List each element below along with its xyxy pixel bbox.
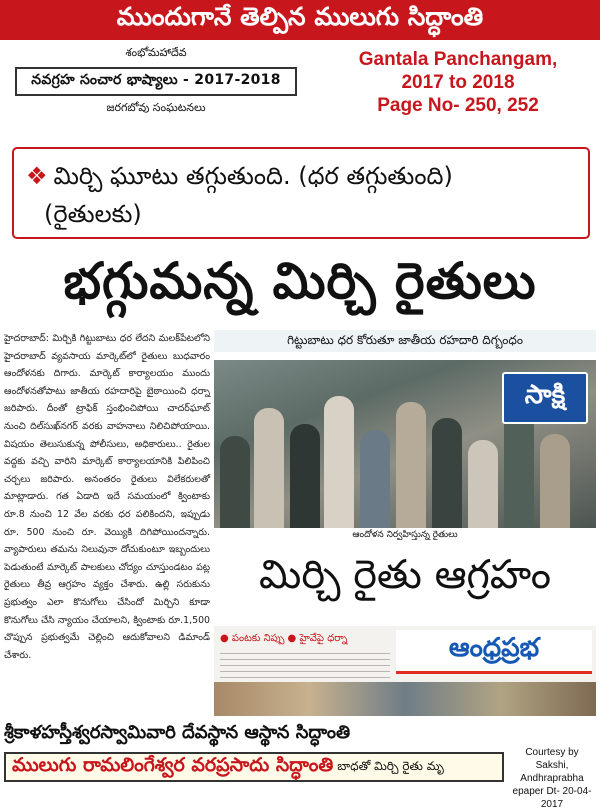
courtesy-note: [506, 746, 598, 811]
banner-title: ముందుగానే తెల్పిన ములుగు సిద్ధాంతి: [116, 2, 484, 31]
photo-caption-top: [214, 330, 596, 352]
sakshi-logo: [502, 372, 588, 424]
header-left-top-line: శంభోమహాదేవ: [125, 46, 187, 59]
crowd-figure: [360, 430, 390, 528]
diamond-bullet-icon: ❖: [26, 162, 48, 190]
top-banner: [0, 0, 600, 40]
quote-text-1: మిర్చి ఘూటు తగ్గుతుంది. (ధర తగ్గుతుంది): [53, 162, 453, 190]
crowd-figure: [432, 418, 462, 528]
header-right-line3: Page No- 250, 252: [377, 95, 539, 116]
crowd-figure: [324, 396, 354, 528]
andhraprabha-logo: [396, 630, 592, 674]
andhraprabha-logo-text: ఆంధ్రప్రభ: [448, 632, 540, 663]
article-body: హైదరాబాద్: మిర్చికి గిట్టుబాటు ధర లేదని మలక్‌పేటలోని హైదరాబాద్ వ్యవసాయ మార్కెట్‌లో రైతులు బుధవారం ఆందోళనకు దిగారు. మార్కెట్ కార్యాలయం ముందు ఆందోళనతోపాటు జాతీయ రహదారిపై బైఠాయించి ధర్నా జరిపారు. దీంతో ట్రాఫిక్ స్తంభించిపోయి చాదర్‌ఘాట్ నుంచి దిల్‌సుఖ్‌నగర్ వరకు వాహనాలు నిలిచిపోయాయి. విషయం తెలుసుకున్న పోలీసులు, అధికారులు.. రైతుల వద్దకు వచ్చి వారిని మార్కెట్ కార్యాలయానికి పిలిపించి చర్చలు జరిపారు. అనంతరం రైతులు విలేకరులతో మాట్లాడారు. గత ఏడాది ఇదే సమయంలో క్వింటాకు రూ.8 నుంచి 12 వేల వరకు ధర పలికిందని, ఇప్పుడు రూ. 500 నుంచి రూ. వెయ్యికి దిగిపోయిందన్నారు. వ్యాపారులు తమను నిలువునా దోచుకుంటూ ఇబ్బందులు పెడుతుంటే మార్కెట్ పాలకులు చోద్యం చూస్తుండటం పట్ల రైతులు తీవ్ర ఆగ్రహం వ్యక్తం చేశారు. ఉల్లి సరుకును ప్రభుత్వం ఎలా కొనుగోలు చేసిందో మిర్చిని కూడా కొనుగోలు చేసి న్యాయం చేయాలని, క్వింటాకు రూ.1,500 చొప్పున ప్రభుత్వమే చెల్లించి ఆదుకోవాలని డిమాండ్ చేశారు.: [4, 333, 210, 661]
header-right-block: [330, 48, 586, 117]
sakshi-logo-text: సాక్షి: [524, 380, 566, 410]
andhraprabha-subheads: ● పంటకు నిప్పు ● హైవేపై ధర్నా: [220, 633, 348, 644]
andhraprabha-clipping: [214, 626, 596, 716]
crowd-figure: [468, 440, 498, 528]
siddhanti-name-bar: [4, 752, 504, 782]
photo-caption-top-text: గిట్టుబాటు ధర కోరుతూ జాతీయ రహదారి దిగ్బంధం: [287, 332, 523, 347]
crowd-figure: [540, 434, 570, 528]
header-right-line1: Gantala Panchangam,: [358, 49, 558, 70]
crowd-figure: [220, 436, 250, 528]
siddhanti-name-bar-rest: బాధతో మిర్చి రైతు మృ: [337, 758, 444, 773]
crowd-figure: [504, 412, 534, 528]
header-left-block: [6, 44, 306, 140]
siddhanti-name: ములుగు రామలింగేశ్వర వరప్రసాదు సిద్ధాంతి: [12, 753, 334, 776]
header-left-box-title: నవగ్రహ సంచార భాష్యాలు - 2017-2018: [15, 67, 297, 96]
second-headline: మిర్చి రైతు ఆగ్రహం: [259, 552, 551, 598]
quote-box: [12, 147, 590, 239]
andhraprabha-photo: [214, 682, 596, 716]
photo-caption-bottom: ఆందోళన నిర్వహిస్తున్న రైతులు: [352, 530, 458, 540]
header-right-line2: 2017 to 2018: [401, 72, 515, 93]
main-headline: భగ్గుమన్న మిర్చి రైతులు: [63, 252, 537, 310]
courtesy-line1: Courtesy by: [525, 747, 579, 758]
crowd-figure: [396, 402, 426, 528]
header-left-bottom-line: జరగబోవు సంఘటనలు: [106, 101, 206, 114]
quote-line-1: [26, 157, 576, 195]
crowd-figure: [254, 408, 284, 528]
protest-photo: [214, 360, 596, 528]
temple-siddhanti-title: శ్రీకాళహస్తీశ్వరస్వామివారి దేవస్థాన ఆస్థాన సిద్ధాంతి: [4, 722, 351, 743]
crowd-figure: [290, 424, 320, 528]
courtesy-line2: Sakshi, Andhraprabha: [520, 760, 584, 784]
quote-text-2: (రైతులకు): [44, 200, 142, 228]
courtesy-line3: epaper Dt- 20-04-2017: [512, 786, 592, 810]
